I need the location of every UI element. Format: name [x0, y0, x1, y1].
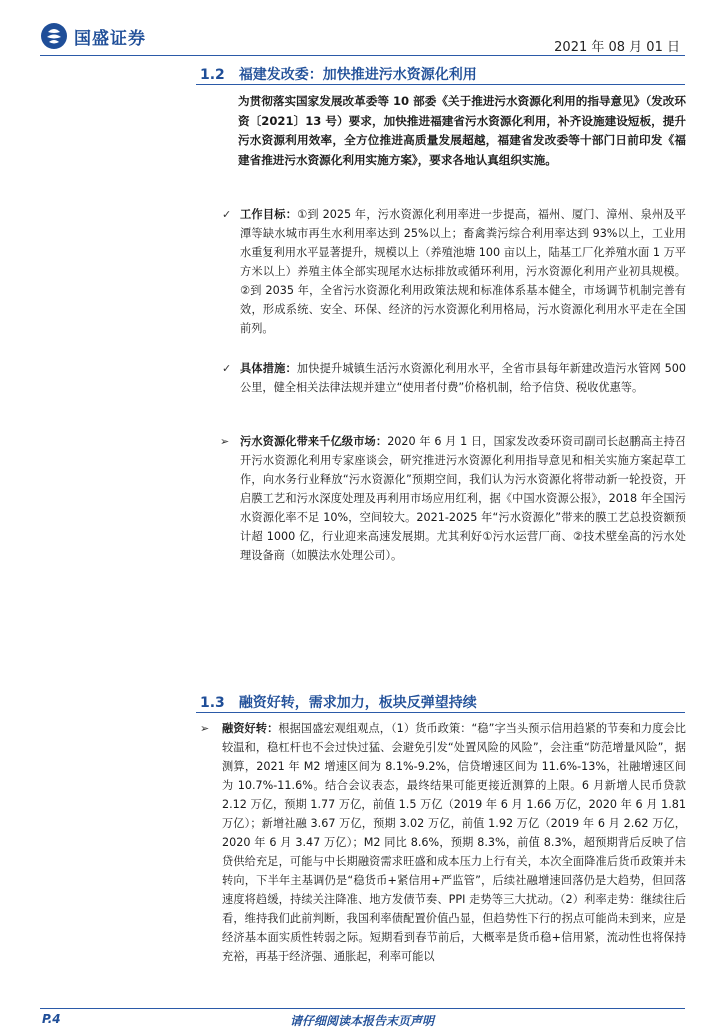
- footer-disclaimer: 请仔细阅读本报告末页声明: [289, 1014, 434, 1028]
- section-number: 1.2: [200, 67, 225, 83]
- header-rule: [40, 55, 685, 56]
- measures-paragraph: [240, 359, 686, 397]
- item-label: 融资好转：: [222, 722, 279, 735]
- company-logo: [40, 22, 146, 50]
- section-heading: 融资好转，需求加力，板块反弹望持续: [238, 695, 477, 711]
- item-text: 2020 年 6 月 1 日，国家发改委环资司副司长赵鹏高主持召开污水资源化利用专家座谈会，研究推进污水资源化利用指导意见和相关实施方案起草工作，向水务行业释放“污水资源化”预期空间，我们认为污水资源化将带动新一轮投资，开启膜工艺和污水深度处理及再利用市场应用红利，据《中国水资源公报》，2018 年全国污水资源化率不足 10%，空间较大。2021-2025 年“污水资源化”带来的膜工艺总投资额预计超 1000 亿，行业迎来高速发展期。尤其利好①污水运营厂商、②技术壁垒高的污水处理设备商（如膜法水处理公司）。: [240, 435, 686, 562]
- arrow-bullet-icon: ➢: [220, 435, 230, 448]
- market-paragraph: [240, 432, 686, 565]
- footer-rule: [40, 1008, 685, 1009]
- item-label: 工作目标：: [240, 208, 298, 221]
- item-text: 加快提升城镇生活污水资源化利用水平，全省市县每年新建改造污水管网 500 公里，健全相关法律法规并建立“使用者付费”价格机制，给予信贷、税收优惠等。: [240, 362, 686, 394]
- section-heading: 福建发改委：加快推进污水资源化利用: [238, 67, 477, 83]
- check-icon: ✓: [222, 208, 232, 221]
- lead-paragraph: 为贯彻落实国家发展改革委等 10 部委《关于推进污水资源化利用的指导意见》（发改环资〔2021〕13 号）要求，加快推进福建省污水资源化利用，补齐设施建设短板，提升污水资源利用效率，全方位推进高质量发展超越，福建省发改委等十部门日前印发《福建省推进污水资源化利用实施方案》，要求各地认真组织实施。: [238, 94, 686, 167]
- report-date: 2021 年 08 月 01 日: [554, 40, 680, 55]
- check-icon: ✓: [222, 362, 232, 375]
- section-rule: [196, 712, 685, 713]
- logo-text: 国盛证券: [74, 28, 146, 49]
- item-label: 具体措施：: [240, 362, 297, 375]
- section-rule: [196, 84, 685, 85]
- item-text: 根据国盛宏观组观点，（1）货币政策：“稳”字当头预示信用趋紧的节奏和力度会比较温和，稳杠杆也不会过快过猛、会避免引发“处置风险的风险”，会注重“防范增量风险”，据测算，2021 年 M2 增速区间为 8.1%-9.2%，信贷增速区间为 11.6%-13%，社融增速区间为 10.7%-11.6%。结合会议表态，最终结果可能更接近测算的上限。6 月新增人民币贷款 2.12 万亿，预期 1.77 万亿，前值 1.5 万亿（2019 年 6 月 1.66 万亿，2020 年 6 月 1.81 万亿）；新增社融 3.67 万亿，预期 3.02 万亿，前值 1.92 万亿（2019 年 6 月 2.62 万亿，2020 年 6 月 3.47 万亿）；M2 同比 8.6%，预期 8.3%，前值 8.3%，超预期背后反映了信贷供给充足，可能与中长期融资需求旺盛和成本压力上行有关，本次全面降准后货币政策并未转向，下半年主基调仍是“稳货币+紧信用+严监管”，后续社融增速回落仍是大趋势，但回落速度将趋缓，持续关注降准、地方发债节奏、PPI 走势等三大扰动。（2）利率走势：继续往后看，维持我们此前判断，我国利率债配置价值凸显，但趋势性下行的拐点可能尚未到来，应是经济基本面实质性转弱之际。短期看到春节前后，大概率是货币稳+信用紧，流动性也将保持充裕，再基于经济强、通胀起，利率可能以: [222, 722, 686, 963]
- financing-paragraph: [222, 719, 686, 966]
- section-number: 1.3: [200, 695, 225, 711]
- section-title-1-2: [200, 64, 477, 84]
- page-number: P.4: [42, 1012, 61, 1026]
- logo-mark-icon: [40, 22, 68, 50]
- arrow-bullet-icon: ➢: [200, 722, 210, 735]
- page-header: [0, 0, 724, 58]
- work-goals-paragraph: [240, 205, 686, 338]
- item-text: ①到 2025 年，污水资源化利用率进一步提高，福州、厦门、漳州、泉州及平潭等缺水城市再生水利用率达到 25%以上；畜禽粪污综合利用率达到 93%以上，工业用水重复利用水平显著提升，规模以上（养殖池塘 100 亩以上，陆基工厂化养殖水面 1 万平方米以上）养殖主体全部实现尾水达标排放或循环利用，污水资源化利用产业初具规模。②到 2035 年，全省污水资源化利用政策法规和标准体系基本健全，市场调节机制完善有效，形成系统、安全、环保、经济的污水资源化利用格局，污水资源化利用水平走在全国前列。: [240, 208, 686, 335]
- section-title-1-3: [200, 692, 477, 712]
- item-label: 污水资源化带来千亿级市场：: [240, 435, 388, 448]
